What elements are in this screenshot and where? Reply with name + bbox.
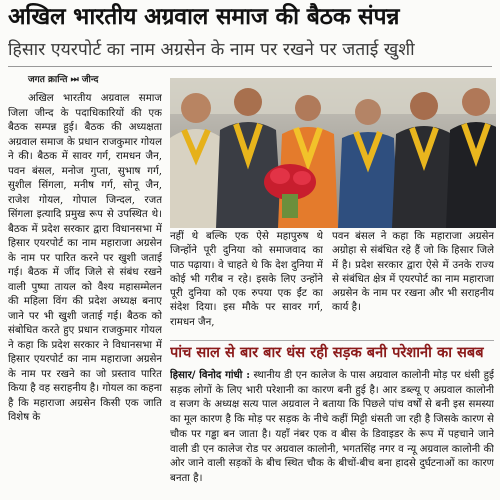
story2-rule [170,340,494,341]
news-photo-image [170,78,496,228]
story2-paragraph [170,368,494,487]
story2-text: स्थानीय डी एन कालेज के पास अग्रवाल कालोनी मोड़ पर धंसी हुई सड़क लोगों के लिए भारी परेशानी का कारण बनी हुई है। आर डब्ल्यू ए अग्रवाल कालोनी व सजग के अध्यक्ष सत्य पाल अग्रवाल ने बताया कि पिछले पांच वर्षों से बनी इस समस्या का मूल कारण है कि मोड़ पर सड़क के नीचे कहीं मिट्टी धंसती जा रही है जिसके कारण से चौक पर गड्ढा बन जाता है। यहाँ नंबर एक व बीस के डिवाइडर के रूप में पहचाने जाने वाली डी एन कालेज रोड पर अग्रवाल कालोनी, भगतसिंह नगर व न्यू अग्रवाल कालोनी की ओर जाने वाली सड़कों के बीच स्थित चौक के बीचों-बीच बना हादसे दुर्घटनाओं का कारण बनता है। [170,370,494,484]
article-middle-column-1 [170,230,323,340]
article-dateline: जगत क्रान्ति ⏭ जीन्द [28,75,99,85]
story2-dateline: हिसार/ विनोद गांधी : [170,369,250,381]
story2-body [170,368,494,500]
article-headline: अखिल भारतीय अग्रवाल समाज की बैठक संपन्न [8,4,400,30]
news-photo [170,78,496,228]
article-middle-text-1: नहीं थे बल्कि एक ऐसे महापुरुष थे जिन्होंने पूरी दुनिया को समाजवाद का पाठ पढ़ाया। वे चाहते थे कि देश दुनिया में कोई भी गरीब न रहे। इसके लिए उन्होंने पूरी दुनिया को एक रुपया एक ईंट का संदेश दिया। इस मौके पर सावर गर्ग, रामधन जैन, [170,231,323,328]
story2-headline: पांच साल से बार बार धंस रही सड़क बनी परेशानी का सबब [170,344,484,361]
article-middle-text-2: पवन बंसल ने कहा कि महाराजा अग्रसेन अग्रोहा से संबंधित रहे हैं जो कि हिसार जिले में है। प्रदेश सरकार द्वारा ऐसे में उनके राज्य से संबंधित क्षेत्र में एयरपोर्ट का नाम महाराजा अग्रसेन के नाम पर रखना और भी सराहनीय कार्य है। [332,231,494,314]
article-subheadline: हिसार एयरपोर्ट का नाम अग्रसेन के नाम पर रखने पर जताई खुशी [8,40,415,60]
article-left-column [8,92,162,500]
headline-rule [8,66,492,67]
article-left-text: अखिल भारतीय अग्रवाल समाज जिला जीन्द के पदाधिकारियों की एक बैठक सम्पन्न हुई। बैठक की अध्यक्षता अग्रवाल समाज के प्रधान राजकुमार गोयल ने की। बैठक में सावर गर्ग, रामधन जैन, पवन बंसल, मनोज गुप्ता, सुभाष गर्ग, सुशील सिंगला, मनीष गर्ग, सोनू जैन, राजेश गोयल, गोपाल जिन्दल, रजत सिंगला इत्यादि प्रमुख रूप से उपस्थित थे। बैठक में प्रदेश सरकार द्वारा विधानसभा में हिसार एयरपोर्ट का नाम महाराजा अग्रसेन के नाम पर पारित करने पर खुशी जताई गई। बैठक में जींद जिले से संबंध रखने वाली पुष्पा तायल को वैश्य महासम्मेलन की महिला विंग की प्रदेश अध्यक्ष बनाए जाने पर भी खुशी जताई गई। बैठक को संबोधित करते हुए प्रधान राजकुमार गोयल ने कहा कि प्रदेश सरकार ने विधानसभा में हिसार एयरपोर्ट का नाम महाराजा अग्रसेन के नाम पर रखने का जो प्रस्ताव पारित किया है वह सराहनीय है। गोयल का कहना है कि महाराजा अग्रसेन किसी एक जाति विशेष के [8,93,162,423]
article-middle-column-2 [332,230,494,340]
